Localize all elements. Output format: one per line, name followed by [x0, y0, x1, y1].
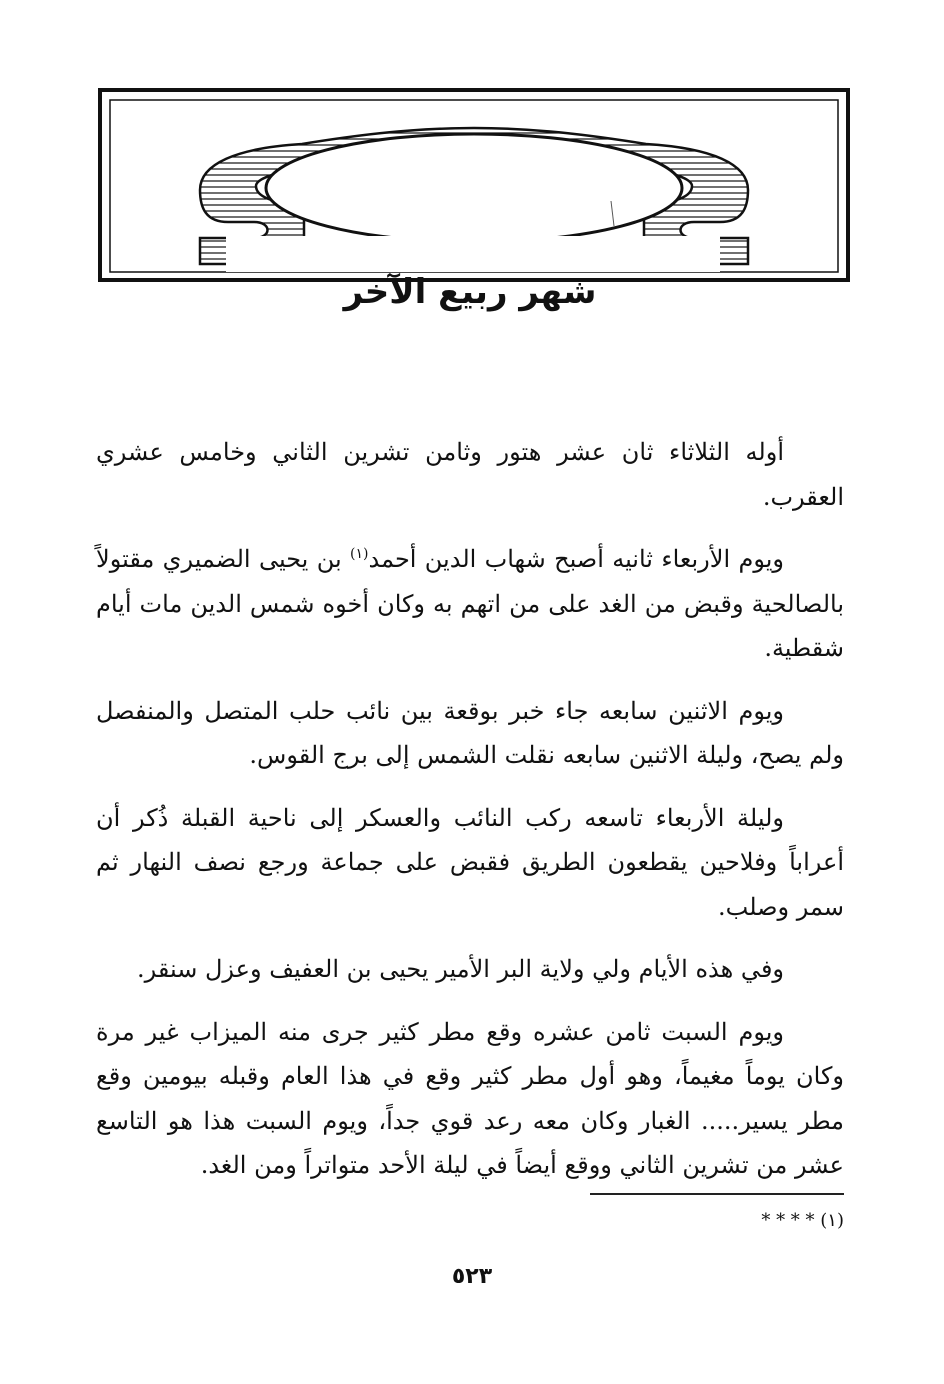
- footnote-marker: (١): [820, 1210, 844, 1231]
- paragraph: [96, 947, 844, 992]
- paragraph-text: بن يحيى الضميري مقتولاً بالصالحية وقبض من الغد على من اتهم به وكان أخوه شمس الدين مات أيام شقطية.: [96, 545, 844, 662]
- paragraph: [96, 796, 844, 930]
- footnote-divider: [590, 1193, 844, 1195]
- footnote-reference[interactable]: (١): [350, 546, 369, 562]
- body-text: [96, 430, 844, 1206]
- paragraph-text: ويوم الاثنين سابعه جاء خبر بوقعة بين نائب حلب المتصل والمنفصل ولم يصح، وليلة الاثنين سابعه نقلت الشمس إلى برج القوس.: [96, 696, 844, 769]
- paragraph: [96, 689, 844, 778]
- chapter-title: شهر ربيع الآخر: [343, 272, 597, 312]
- paragraph: [96, 1010, 844, 1188]
- paragraph-text: أوله الثلاثاء ثان عشر هتور وثامن تشرين الثاني وخامس عشري العقرب.: [96, 438, 844, 511]
- paragraph-text: وفي هذه الأيام ولي ولاية البر الأمير يحيى بن العفيف وعزل سنقر.: [136, 955, 784, 983]
- chapter-header-ornament: [96, 86, 852, 286]
- footnote-text: * * * *: [761, 1210, 815, 1231]
- page-number: ٥٢٣: [451, 1264, 493, 1289]
- footnote: [600, 1206, 844, 1236]
- paragraph-text: ويوم السبت ثامن عشره وقع مطر كثير جرى منه الميزاب غير مرة وكان يوماً مغيماً، وهو أول مطر كثير وقع في هذا العام وقبله بيومين وقع مطر يسير..... الغبار وكان معه رعد قوي جداً، ويوم السبت هذا هو التاسع عشر من تشرين الثاني ووقع أيضاً في ليلة الأحد متواتراً ومن الغد.: [96, 1017, 844, 1179]
- paragraph-text: وليلة الأربعاء تاسعه ركب النائب والعسكر إلى ناحية القبلة ذُكر أن أعراباً وفلاحين يقطعون الطريق فقبض على جماعة ورجع نصف النهار ثم سمر وصلب.: [96, 803, 844, 921]
- paragraph: [96, 430, 844, 519]
- paragraph: [96, 537, 844, 671]
- paragraph-text: ويوم الأربعاء ثانيه أصبح شهاب الدين أحمد: [368, 545, 784, 573]
